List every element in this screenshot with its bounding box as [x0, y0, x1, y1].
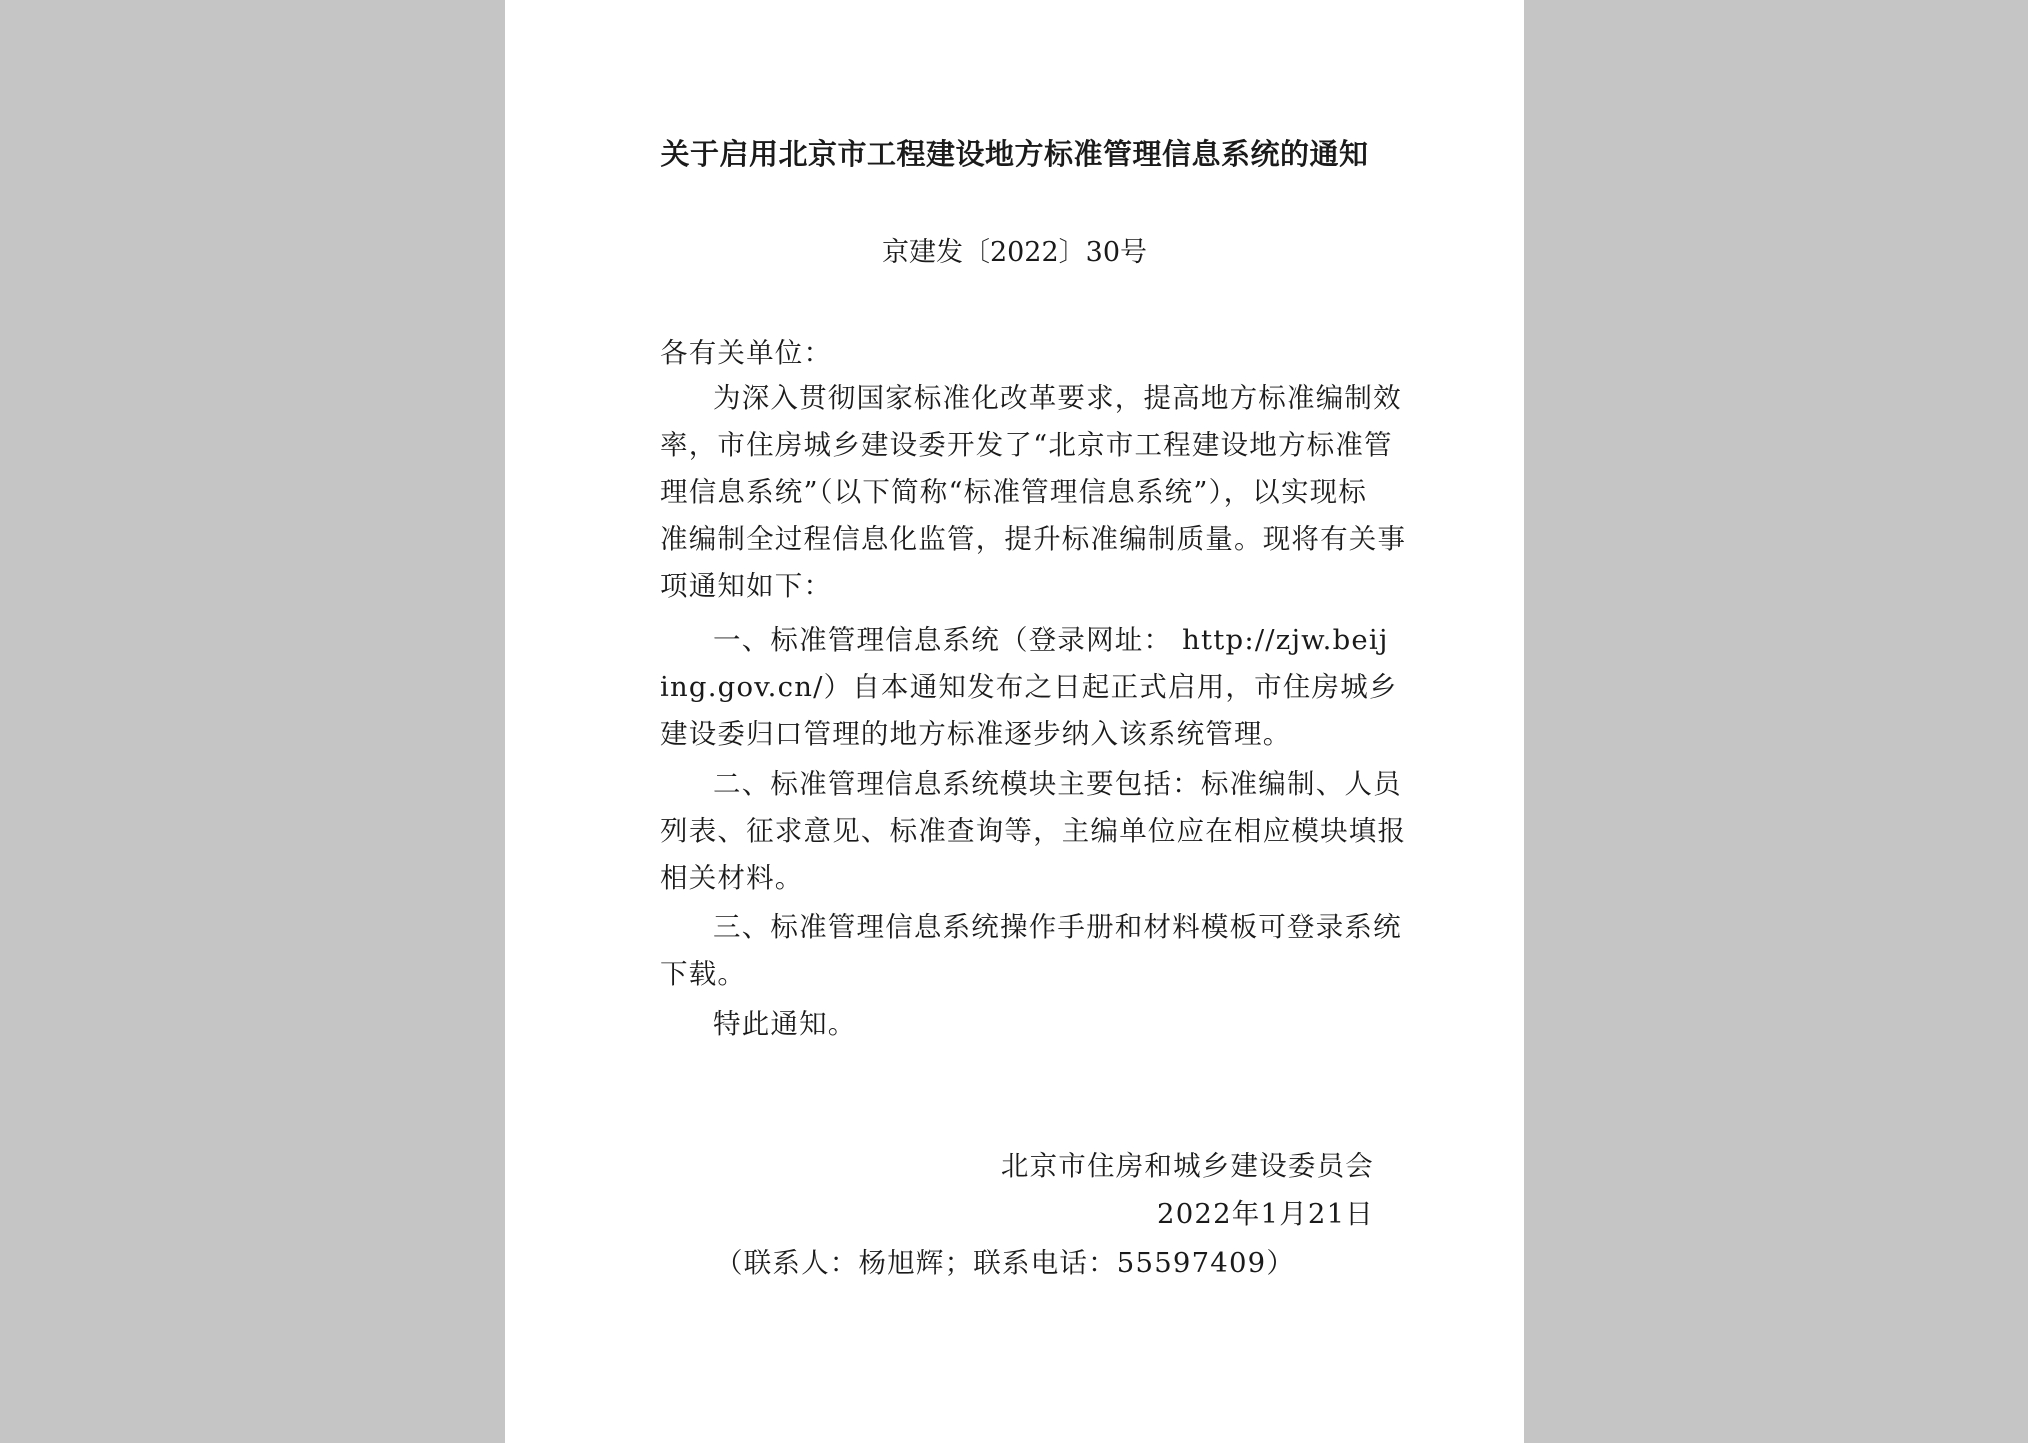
item-1-line: 一、标准管理信息系统（登录网址： http://zjw.beij	[713, 624, 1389, 656]
intro-line: 率，市住房城乡建设委开发了“北京市工程建设地方标准管	[660, 429, 1393, 461]
item-2-line: 列表、征求意见、标准查询等，主编单位应在相应模块填报	[660, 815, 1407, 847]
intro-line: 准编制全过程信息化监管，提升标准编制质量。现将有关事	[660, 523, 1407, 555]
salutation: 各有关单位：	[660, 337, 833, 369]
signature-org: 北京市住房和城乡建设委员会	[1000, 1150, 1374, 1182]
item-1-line: ing.gov.cn/）自本通知发布之日起正式启用，市住房城乡	[660, 671, 1398, 703]
document-title: 关于启用北京市工程建设地方标准管理信息系统的通知	[660, 137, 1369, 171]
document-page	[505, 0, 1524, 1443]
contact-info: （联系人：杨旭辉；联系电话：55597409）	[715, 1247, 1296, 1279]
item-3-line: 三、标准管理信息系统操作手册和材料模板可登录系统	[713, 911, 1402, 943]
signature-date: 2022年1月21日	[1157, 1198, 1374, 1230]
item-1-line: 建设委归口管理的地方标准逐步纳入该系统管理。	[660, 718, 1292, 750]
intro-line: 项通知如下：	[660, 570, 833, 602]
intro-line: 理信息系统”（以下简称“标准管理信息系统”），以实现标	[660, 476, 1368, 508]
item-2-line: 二、标准管理信息系统模块主要包括：标准编制、人员	[713, 768, 1402, 800]
document-number: 京建发〔2022〕30号	[881, 237, 1148, 268]
closing-line: 特此通知。	[713, 1008, 857, 1040]
item-3-line: 下载。	[660, 958, 747, 990]
item-2-line: 相关材料。	[660, 862, 804, 894]
intro-line: 为深入贯彻国家标准化改革要求，提高地方标准编制效	[713, 382, 1402, 414]
